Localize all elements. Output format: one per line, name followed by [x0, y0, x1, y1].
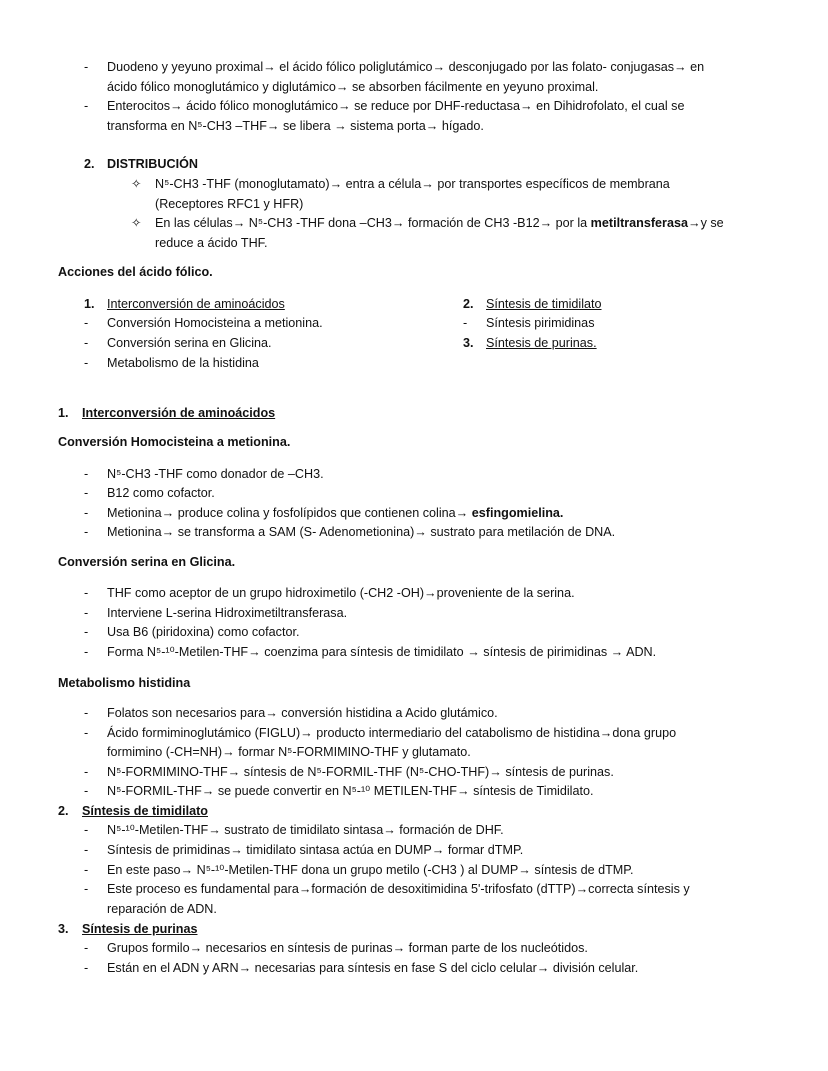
list-item: Forma N⁵-¹⁰-Metilen-THF→ coenzima para síntesis de timidilato → síntesis de pirimidinas → ADN. — [107, 645, 657, 659]
list-number: 3. — [463, 336, 474, 350]
bullet: - — [463, 316, 468, 330]
text: En las células→ N⁵-CH3 -THF dona –CH3→ formación de CH3 -B12→ por la — [155, 216, 591, 230]
list-item: Metabolismo de la histidina — [107, 356, 259, 370]
list-heading: Interconversión de aminoácidos — [107, 297, 285, 311]
list-item: N⁵-FORMIMINO-THF→ síntesis de N⁵-FORMIL-THF (N⁵-CHO-THF)→ síntesis de purinas. — [107, 765, 614, 779]
section-number: 2. — [84, 157, 95, 171]
heading: Acciones del ácido fólico. — [58, 265, 213, 279]
bullet: - — [84, 525, 89, 539]
list-number: 2. — [463, 297, 474, 311]
text-line: reduce a ácido THF. — [155, 236, 268, 250]
bold-term: esfingomielina. — [471, 506, 564, 520]
bullet: - — [84, 586, 89, 600]
bullet: - — [84, 645, 89, 659]
bullet: - — [84, 823, 89, 837]
bold-term: metiltransferasa — [590, 216, 688, 230]
section-number: 1. — [58, 406, 69, 420]
list-item: Folatos son necesarios para→ conversión histidina a Acido glutámico. — [107, 706, 498, 720]
list-item: Ácido formiminoglutámico (FIGLU)→ producto intermediario del catabolismo de histidina→dona grupo — [107, 726, 677, 740]
bullet: - — [84, 961, 89, 975]
subheading: Conversión Homocisteina a metionina. — [58, 435, 291, 449]
list-heading: Síntesis de purinas. — [486, 336, 597, 350]
section-heading: DISTRIBUCIÓN — [107, 157, 198, 171]
bullet: - — [84, 506, 89, 520]
text-line: (Receptores RFC1 y HFR) — [155, 197, 304, 211]
bullet: - — [84, 316, 89, 330]
bullet: - — [84, 863, 89, 877]
bullet: - — [84, 882, 89, 896]
bullet: - — [84, 606, 89, 620]
text: Metionina→ produce colina y fosfolípidos que contienen colina→ — [107, 506, 472, 520]
text-line: Enterocitos→ ácido fólico monoglutámico→ se reduce por DHF-reductasa→ en Dihidrofolato, el cual se — [107, 99, 685, 113]
list-item: Usa B6 (piridoxina) como cofactor. — [107, 625, 300, 639]
list-item: Conversión serina en Glicina. — [107, 336, 272, 350]
diamond-bullet-icon: ✧ — [131, 177, 142, 191]
section-number: 3. — [58, 922, 69, 936]
bullet: - — [84, 99, 89, 113]
list-item: Síntesis pirimidinas — [486, 316, 595, 330]
section-number: 2. — [58, 804, 69, 818]
bullet: - — [84, 467, 89, 481]
text-line: N⁵-CH3 -THF (monoglutamato)→ entra a célula→ por transportes específicos de membrana — [155, 177, 670, 191]
list-item: N⁵-¹⁰-Metilen-THF→ sustrato de timidilato sintasa→ formación de DHF. — [107, 823, 504, 837]
list-item: THF como aceptor de un grupo hidroximetilo (-CH2 -OH)→proveniente de la serina. — [107, 586, 575, 600]
list-item: reparación de ADN. — [107, 902, 217, 916]
list-item — [107, 504, 563, 522]
subheading: Metabolismo histidina — [58, 676, 191, 690]
bullet: - — [84, 843, 89, 857]
list-number: 1. — [84, 297, 95, 311]
text: →y se — [687, 216, 724, 230]
text-line: Duodeno y yeyuno proximal→ el ácido fólico poliglutámico→ desconjugado por las folato- conjugasas→ en — [107, 60, 705, 74]
bullet: - — [84, 706, 89, 720]
bullet: - — [84, 726, 89, 740]
list-item: Metionina→ se transforma a SAM (S- Adenometionina)→ sustrato para metilación de DNA. — [107, 525, 616, 539]
list-item: Síntesis de primidinas→ timidilato sintasa actúa en DUMP→ formar dTMP. — [107, 843, 524, 857]
text-line: transforma en N⁵-CH3 –THF→ se libera → sistema porta→ hígado. — [107, 119, 484, 133]
bullet: - — [84, 356, 89, 370]
bullet: - — [84, 625, 89, 639]
list-heading: Síntesis de timidilato — [486, 297, 602, 311]
bullet: - — [84, 336, 89, 350]
list-item: B12 como cofactor. — [107, 486, 215, 500]
list-item: En este paso→ N⁵-¹⁰-Metilen-THF dona un grupo metilo (-CH3 ) al DUMP→ síntesis de dTMP. — [107, 863, 634, 877]
bullet: - — [84, 486, 89, 500]
list-item: formimino (-CH=NH)→ formar N⁵-FORMIMINO-THF y glutamato. — [107, 745, 471, 759]
list-item: N⁵-CH3 -THF como donador de –CH3. — [107, 467, 324, 481]
list-item: Están en el ADN y ARN→ necesarias para síntesis en fase S del ciclo celular→ división celular. — [107, 961, 639, 975]
list-item: Grupos formilo→ necesarios en síntesis de purinas→ forman parte de los nucleótidos. — [107, 941, 588, 955]
section-heading: Interconversión de aminoácidos — [82, 406, 276, 420]
text-line — [155, 214, 724, 232]
text-line: ácido fólico monoglutámico y diglutámico→ se absorben fácilmente en yeyuno proximal. — [107, 80, 599, 94]
bullet: - — [84, 60, 89, 74]
subheading: Conversión serina en Glicina. — [58, 555, 236, 569]
bullet: - — [84, 765, 89, 779]
section-heading: Síntesis de timidilato — [82, 804, 208, 818]
section-heading: Síntesis de purinas — [82, 922, 198, 936]
bullet: - — [84, 941, 89, 955]
diamond-bullet-icon: ✧ — [131, 216, 142, 230]
list-item: N⁵-FORMIL-THF→ se puede convertir en N⁵-¹⁰ METILEN-THF→ síntesis de Timidilato. — [107, 784, 594, 798]
bullet: - — [84, 784, 89, 798]
list-item: Conversión Homocisteina a metionina. — [107, 316, 323, 330]
list-item: Interviene L-serina Hidroximetiltransferasa. — [107, 606, 348, 620]
list-item: Este proceso es fundamental para→formación de desoxitimidina 5'-trifosfato (dTTP)→correcta síntesis y — [107, 882, 690, 896]
